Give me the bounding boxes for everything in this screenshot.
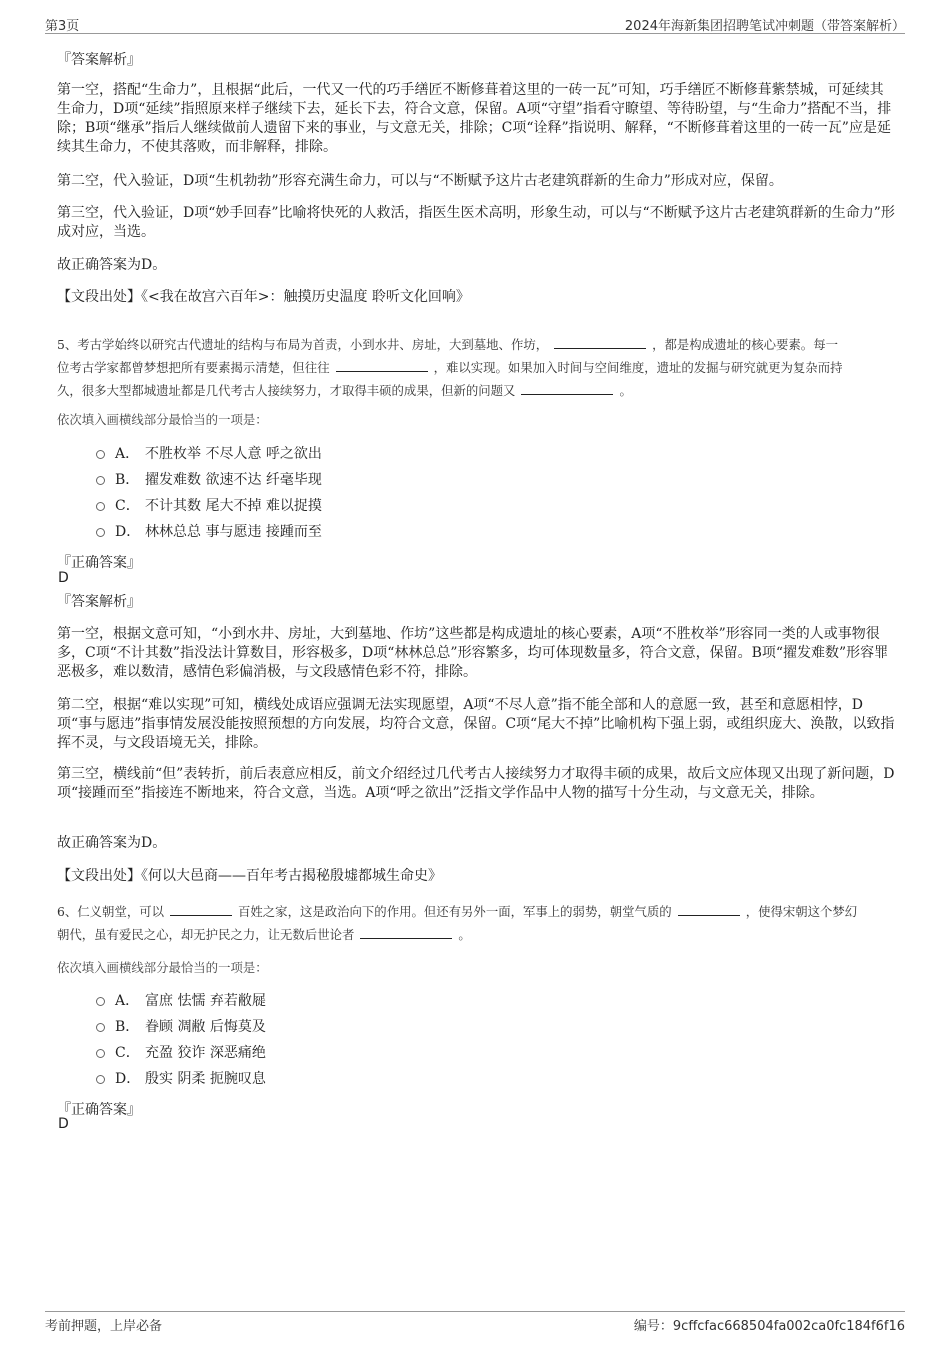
radio-button[interactable]	[96, 1023, 105, 1032]
option-a[interactable]: A． 富庶 怯懦 弃若敝屣	[96, 991, 266, 1011]
conclusion-text: 故正确答案为D。	[57, 835, 167, 851]
option-c[interactable]: C． 充盈 狡诈 深恶痛绝	[96, 1043, 266, 1063]
correct-answer-value: D	[58, 570, 69, 586]
question-6-text: 6、仁义朝堂，可以 百姓之家，这是政治向下的作用。但还有另外一面，军事上的弱势，朝堂气质的 ，使得宋朝这个梦幻 朝代，虽有爱民之心，却无护民之力，让无数后世论者 。	[57, 904, 858, 942]
analysis-paragraph: 第二空，根据“难以实现”可知，横线处成语应强调无法实现愿望，A项“不尽人意”指不能全部和人的意愿一致，甚至和意愿相悖，D项“事与愿违”指事情发展没能按照预想的方向发展，均符合文意，保留。C项“尾大不掉”比喻机构下强上弱，或组织庞大、涣散，以致指挥不灵，与文段语境无关，排除。	[57, 697, 895, 751]
page-number: 第3页	[45, 19, 80, 34]
option-a[interactable]: A． 不胜枚举 不尽人意 呼之欲出	[96, 444, 322, 464]
answer-blank	[170, 902, 232, 916]
answer-blank	[554, 335, 646, 349]
radio-button[interactable]	[96, 528, 105, 537]
analysis-label: 『答案解析』	[57, 52, 141, 68]
radio-button[interactable]	[96, 502, 105, 511]
radio-button[interactable]	[96, 1075, 105, 1084]
document-id: 编号：9cffcfac668504fa002ca0fc184f6f16	[633, 1319, 905, 1334]
option-c[interactable]: C． 不计其数 尾大不掉 难以捉摸	[96, 496, 322, 516]
question-5-text: 5、考古学始终以研究古代遗址的结构与布局为首责，小到水井、房址，大到墓地、作坊， ，都是构成遗址的核心要素。每一 位考古学家都曾梦想把所有要素揭示清楚，但往往 ，难以实现。如果加入时间与空间维度，遗址的发掘与研究就更为复杂而持 久，很多大型都城遗址都是几代考古人接续努力，才取得丰硕的成果，但新的问题又 。	[57, 337, 843, 398]
radio-button[interactable]	[96, 476, 105, 485]
analysis-paragraph: 第三空，代入验证，D项“妙手回春”比喻将快死的人救活，指医生医术高明，形象生动，可以与“不断赋予这片古老建筑群新的生命力”形成对应，当选。	[57, 205, 895, 240]
analysis-paragraph: 第二空，代入验证，D项“生机勃勃”形容充满生命力，可以与“不断赋予这片古老建筑群新的生命力”形成对应，保留。	[57, 173, 783, 189]
radio-button[interactable]	[96, 997, 105, 1006]
analysis-paragraph: 第一空，搭配“生命力”，且根据“此后，一代又一代的巧手缮匠不断修葺着这里的一砖一瓦”可知，巧手缮匠不断修葺紫禁城，可延续其生命力，D项“延续”指照原来样子继续下去，延长下去，符合文意，保留。A项“守望”指看守瞭望、等待盼望，与“生命力”搭配不当，排除；B项“继承”指后人继续做前人遗留下来的事业，与文意无关，排除；C项“诠释”指说明、解释，“不断修葺着这里的一砖一瓦”应是延续其生命力，不使其落败，而非解释，排除。	[57, 82, 892, 155]
page-footer	[45, 1311, 905, 1333]
conclusion-text: 故正确答案为D。	[57, 257, 167, 273]
answer-blank	[336, 358, 428, 372]
analysis-paragraph: 第一空，根据文意可知，“小到水井、房址，大到墓地、作坊”这些都是构成遗址的核心要素，A项“不胜枚举”形容同一类的人或事物很多，C项“不计其数”指没法计算数目，形容极多，D项“林林总总”形容繁多，均可体现数量多，符合文意，保留。B项“擢发难数”形容罪恶极多，难以数清，感情色彩偏消极，与文段感情色彩不符，排除。	[57, 626, 889, 680]
question-prompt: 依次填入画横线部分最恰当的一项是：	[57, 412, 268, 427]
source-citation: 【文段出处】《何以大邑商——百年考古揭秘殷墟都城生命史》	[57, 868, 442, 884]
footer-slogan: 考前押题，上岸必备	[45, 1319, 163, 1334]
correct-answer-value: D	[58, 1116, 69, 1132]
option-b[interactable]: B． 擢发难数 欲速不达 纤毫毕现	[96, 470, 322, 490]
analysis-paragraph: 第三空，横线前“但”表转折，前后表意应相反，前文介绍经过几代考古人接续努力才取得丰硕的成果，故后文应体现又出现了新问题，D项“接踵而至”指接连不断地来，符合文意，当选。A项“呼之欲出”泛指文学作品中人物的描写十分生动，与文意无关，排除。	[57, 766, 895, 801]
correct-answer-label: 『正确答案』	[57, 555, 141, 571]
radio-button[interactable]	[96, 1049, 105, 1058]
option-d[interactable]: D． 殷实 阴柔 扼腕叹息	[96, 1069, 266, 1089]
option-d[interactable]: D． 林林总总 事与愿违 接踵而至	[96, 522, 322, 542]
answer-blank	[678, 902, 740, 916]
document-title: 2024年海新集团招聘笔试冲刺题（带答案解析）	[624, 19, 905, 34]
radio-button[interactable]	[96, 450, 105, 459]
page-header	[45, 14, 905, 34]
source-citation: 【文段出处】《<我在故宫六百年>：触摸历史温度 聆听文化回响》	[57, 289, 470, 305]
option-b[interactable]: B． 眷顾 凋敝 后悔莫及	[96, 1017, 266, 1037]
question-prompt: 依次填入画横线部分最恰当的一项是：	[57, 960, 268, 975]
analysis-label: 『答案解析』	[57, 594, 141, 610]
answer-blank	[521, 381, 613, 395]
answer-blank	[360, 925, 452, 939]
correct-answer-label: 『正确答案』	[57, 1102, 141, 1118]
